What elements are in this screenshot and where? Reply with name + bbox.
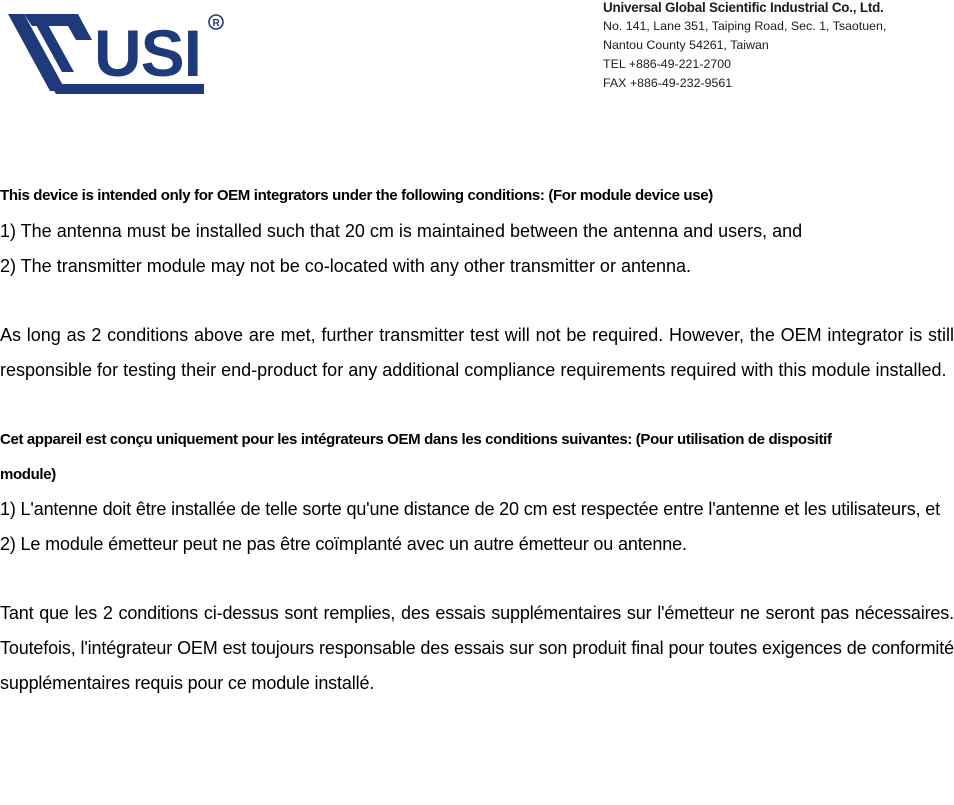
telephone: TEL +886-49-221-2700 (603, 57, 732, 71)
logo-text: USI (94, 16, 202, 90)
spacer (0, 284, 954, 318)
english-heading: This device is intended only for OEM integrators under the following conditions: (For module device use) (0, 187, 713, 204)
english-condition-1: 1) The antenna must be installed such that 20 cm is maintained between the antenna and users, and (0, 221, 803, 241)
spacer (0, 388, 954, 422)
company-name: Universal Global Scientific Industrial Co., Ltd. (603, 0, 884, 15)
spacer (0, 562, 954, 596)
french-heading: Cet appareil est conçu uniquement pour les intégrateurs OEM dans les conditions suivantes: (Pour utilisation de dispositif module) (0, 431, 832, 483)
english-condition-2: 2) The transmitter module may not be co-located with any other transmitter or antenna. (0, 256, 692, 276)
usi-logo-graphic (8, 8, 233, 100)
french-note: Tant que les 2 conditions ci-dessus sont remplies, des essais supplémentaires sur l'émetteur ne seront pas nécessaires. Toutefois, l'intégrateur OEM est toujours responsable des essais sur son produit final pour toutes exigences de conformité supplémentaires requis pour ce module installé. (0, 603, 954, 693)
document-body (0, 178, 954, 701)
company-info (603, 0, 948, 93)
address-line-1: No. 141, Lane 351, Taiping Road, Sec. 1, Tsaotuen, (603, 19, 887, 33)
svg-text:R: R (212, 18, 220, 29)
fax: FAX +886-49-232-9561 (603, 76, 733, 90)
french-condition-2: 2) Le module émetteur peut ne pas être coïmplanté avec un autre émetteur ou antenne. (0, 534, 687, 554)
french-condition-1: 1) L'antenne doit être installée de telle sorte qu'une distance de 20 cm est respectée entre l'antenne et les utilisateurs, et (0, 499, 941, 519)
address-line-2: Nantou County 54261, Taiwan (603, 38, 769, 52)
english-note: As long as 2 conditions above are met, further transmitter test will not be required. However, the OEM integrator is still responsible for testing their end-product for any additional compliance requirements required with this module installed. (0, 325, 954, 380)
company-logo (8, 8, 233, 100)
